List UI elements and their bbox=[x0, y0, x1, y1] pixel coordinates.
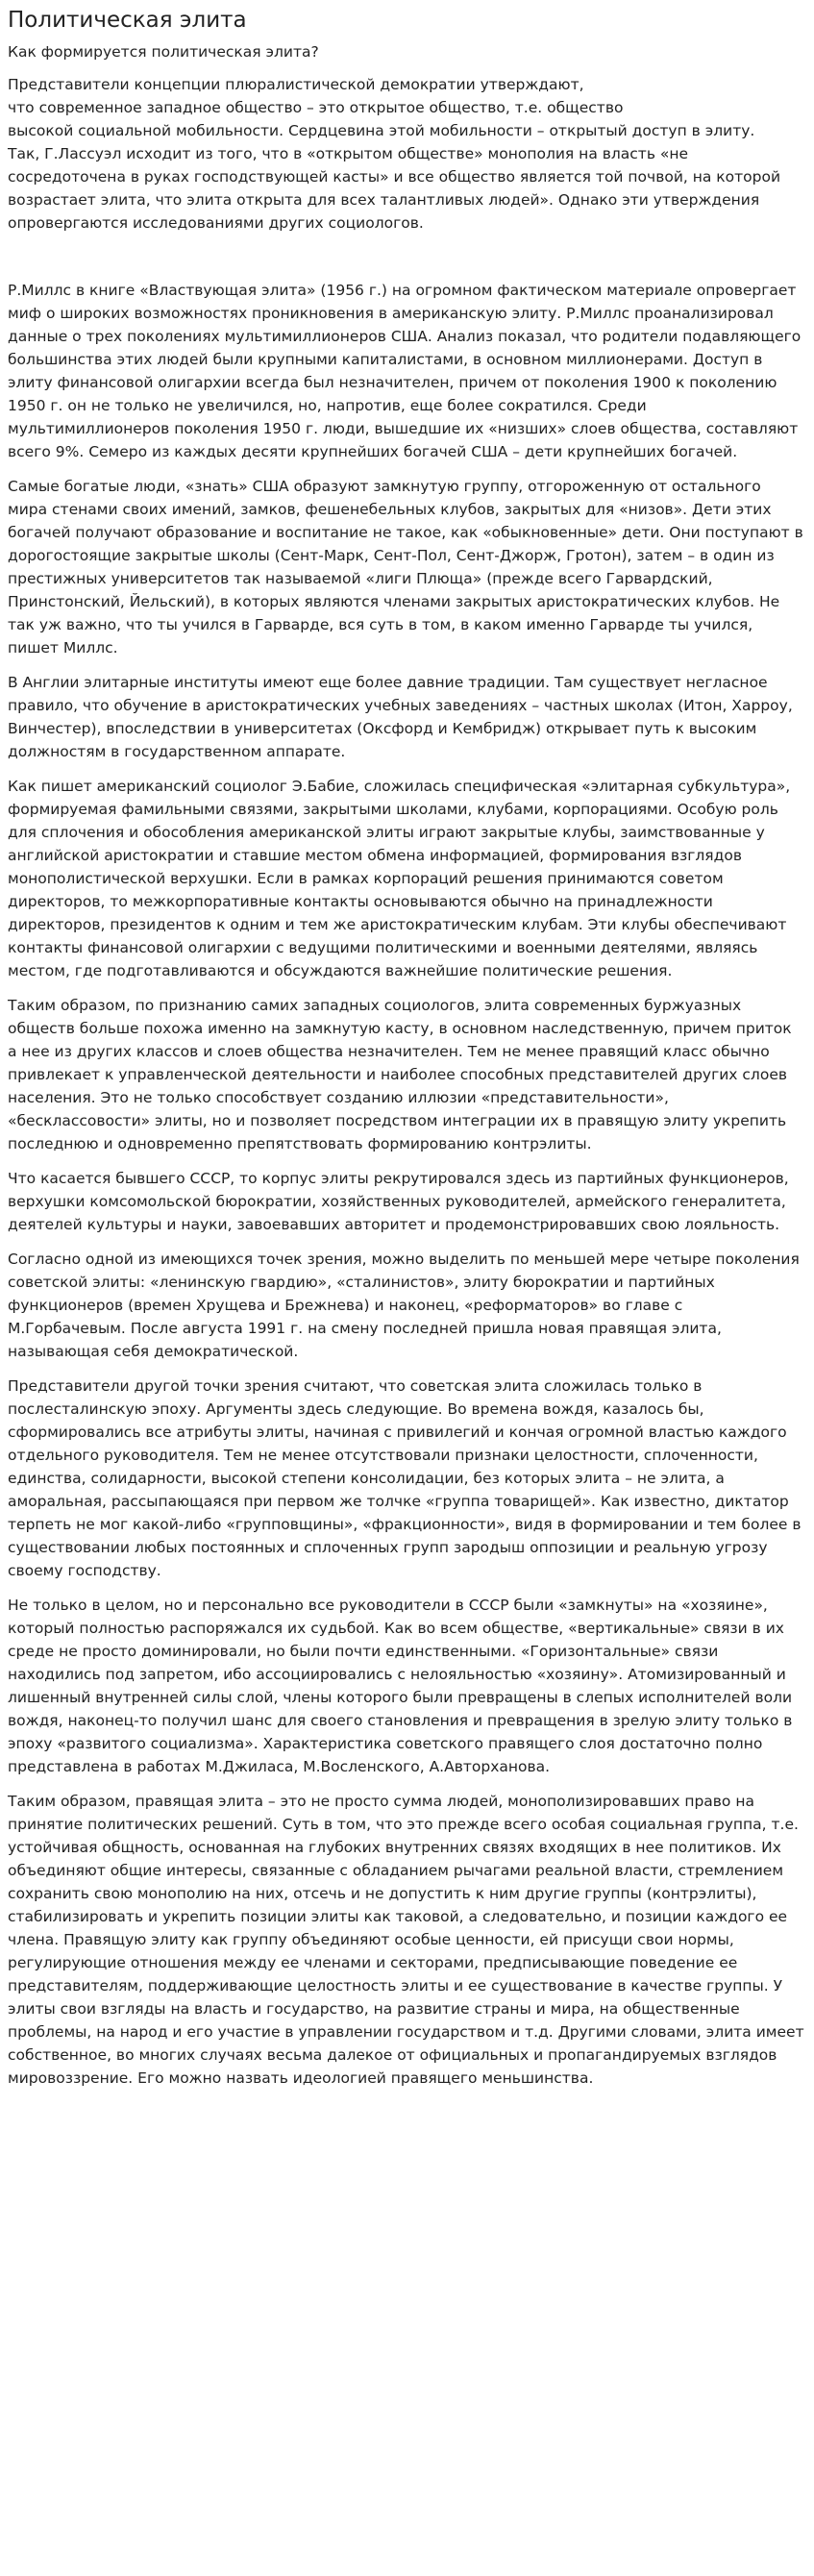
paragraph-vertical-ties: Не только в целом, но и персонально все руководители в СССР были «замкнуты» на «хозяине», который полностью распоряжался их судьбой. Как во всем обществе, «вертикальные» связи в их среде не просто доминировали, но были почти единственными. «Горизонтальные» связи находились под запретом, ибо ассоциировались с нелояльностью «хозяину». Атомизированный и лишенный внутренней силы слой, члены которого были превращены в слепых исполнителей воли вождя, наконец-то получил шанс для своего становления и превращения в зрелую элиту только в эпоху «развитого социализма». Характеристика советского правящего слоя достаточно полно представлена в работах М.Джиласа, М.Восленского, А.Авторханова. bbox=[8, 1597, 793, 1775]
intro-line: сосредоточена в руках господствующей касты» и все общество является той почвой, на которой bbox=[8, 168, 781, 186]
paragraph-us-rich-families: Самые богатые люди, «знать» США образуют замкнутую группу, отгороженную от остального мира стенами своих имений, замков, фешенебельных клубов, закрытых для «низов». Дети этих богачей получают образование и воспитание не такое, как «обыкновенные» дети. Они поступают в дорогостоящие закрытые школы (Сент-Марк, Сент-Пол, Сент-Джорж, Гротон), затем – в один из престижных университетов так называемой «лиги Плюща» (прежде всего Гарвардский, Принстонский, Йельский), в которых являются членами закрытых аристократических клубов. Не так уж важно, что ты учился в Гарварде, вся суть в том, в каком именно Гарварде ты учился, пишет Миллс. bbox=[8, 478, 803, 656]
intro-paragraph bbox=[8, 73, 804, 235]
section-spacer bbox=[8, 246, 804, 279]
paragraph-mills-power-elite: Р.Миллс в книге «Властвующая элита» (1956 г.) на огромном фактическом материале опровергает миф о широких возможностях проникновения в американскую элиту. Р.Миллс проанализировал данные о трех поколениях мультимиллионеров США. Анализ показал, что родители подавляющего большинства этих людей были крупными капиталистами, в основном миллионерами. Доступ в элиту финансовой олигархии всегда был незначителен, причем от поколения 1900 к поколению 1950 г. он не только не увеличился, но, напротив, еще более сократился. Среди мультимиллионеров поколения 1950 г. люди, вышедшие их «низших» слоев общества, составляют всего 9%. Семеро из каждых десяти крупнейших богачей США – дети крупнейших богачей. bbox=[8, 282, 802, 460]
paragraph-england-institutions: В Англии элитарные институты имеют еще более давние традиции. Там существует негласное правило, что обучение в аристократических учебных заведениях – частных школах (Итон, Харроу, Винчестер), впоследствии в университетах (Оксфорд и Кембридж) открывает путь к высоким должностям в государственном аппарате. bbox=[8, 674, 793, 760]
paragraph-four-generations: Согласно одной из имеющихся точек зрения, можно выделить по меньшей мере четыре поколения советской элиты: «ленинскую гвардию», «сталинистов», элиту бюрократии и партийных функционеров (времен Хрущева и Брежнева) и наконец, «реформаторов» во главе с М.Горбачевым. После августа 1991 г. на смену последней пришла новая правящая элита, называющая себя демократической. bbox=[8, 1251, 800, 1360]
paragraph-ruling-elite-summary: Таким образом, правящая элита – это не просто сумма людей, монополизировавших право на принятие политических решений. Суть в том, что это прежде всего особая социальная группа, т.е. устойчивая общность, основанная на глубоких внутренних связях входящих в нее политиков. Их объединяют общие интересы, связанные с обладанием рычагами реальной власти, стремлением сохранить свою монополию на них, отсечь и не допустить к ним другие группы (контрэлиты), стабилизировать и укрепить позиции элиты как таковой, а следовательно, и позиции каждого ее члена. Правящую элиту как группу объединяют особые ценности, ей присущи свои нормы, регулирующие отношения между ее членами и секторами, предписывающие поведение ее представителям, поддерживающие целостность элиты и ее существование в качестве группы. У элиты свои взгляды на власть и государство, на развитие страны и мира, на общественные проблемы, на народ и его участие в управлении государством и т.д. Другими словами, элита имеет собственное, во многих случаях весьма далекое от официальных и пропагандируемых взглядов мировоззрение. Его можно назвать идеологией правящего меньшинства. bbox=[8, 1793, 804, 2087]
paragraph-elite-subculture: Как пишет американский социолог Э.Бабие, сложилась специфическая «элитарная субкультура», формируемая фамильными связями, закрытыми школами, клубами, корпорациями. Особую роль для сплочения и обособления американской элиты играют закрытые клубы, заимствованные у английской аристократии и ставшие местом обмена информацией, формирования взглядов монополистической верхушки. Если в рамках корпораций решения принимаются советом директоров, то межкорпоративные контакты основываются обычно на принадлежности директоров, президентов к одним и тем же аристократическим клубам. Эти клубы обеспечивают контакты финансовой олигархии с ведущими политическими и военными деятелями, являясь местом, где подготавливаются и обсуждаются важнейшие политические решения. bbox=[8, 778, 791, 979]
intro-line: Представители концепции плюралистической демократии утверждают, bbox=[8, 76, 584, 93]
intro-line: возрастает элита, что элита открыта для всех талантливых людей». Однако эти утверждения bbox=[8, 191, 760, 209]
intro-line: опровергаются исследованиями других социологов. bbox=[8, 214, 424, 232]
paragraph-ussr-recruitment: Что касается бывшего СССР, то корпус элиты рекрутировался здесь из партийных функционеров, верхушки комсомольской бюрократии, хозяйственных руководителей, армейского генералитета, деятелей культуры и науки, завоевавших авторитет и продемонстрировавших свою лояльность. bbox=[8, 1170, 789, 1233]
intro-line: Так, Г.Лассуэл исходит из того, что в «открытом обществе» монополия на власть «не bbox=[8, 145, 689, 162]
intro-line: высокой социальной мобильности. Сердцевина этой мобильности – открытый доступ в элиту. bbox=[8, 122, 755, 139]
page-subtitle: Как формируется политическая элита? bbox=[8, 43, 319, 61]
paragraph-post-stalin-elite: Представители другой точки зрения считают, что советская элита сложилась только в послесталинскую эпоху. Аргументы здесь следующие. Во времена вождя, казалось бы, сформировались все атрибуты элиты, начиная с привилегий и кончая огромной властью каждого отдельного руководителя. Тем не менее отсутствовали признаки целостности, сплоченности, единства, солидарности, высокой степени консолидации, без которых элита – не элита, а аморальная, рассыпающаяся при первом же толчке «группа товарищей». Как известно, диктатор терпеть не мог какой-либо «групповщины», «фракционности», видя в формировании и тем более в существовании любых постоянных и сплоченных групп зародыш оппозиции и реальную угрозу своему господству. bbox=[8, 1377, 802, 1579]
intro-line: что современное западное общество – это открытое общество, т.е. общество bbox=[8, 99, 624, 116]
paragraph-closed-caste: Таким образом, по признанию самих западных социологов, элита современных буржуазных обществ больше похожа именно на замкнутую касту, в основном наследственную, причем приток а нее из других классов и слоев общества незначителен. Тем не менее правящий класс обычно привлекает к управленческой деятельности и наиболее способных представителей других слоев населения. Это не только способствует созданию иллюзии «представительности», «бесклассовости» элиты, но и позволяет посредством интеграции их в правящую элиту укрепить последнюю и одновременно препятствовать формированию контрэлиты. bbox=[8, 997, 792, 1152]
page-title: Политическая элита bbox=[8, 8, 247, 33]
